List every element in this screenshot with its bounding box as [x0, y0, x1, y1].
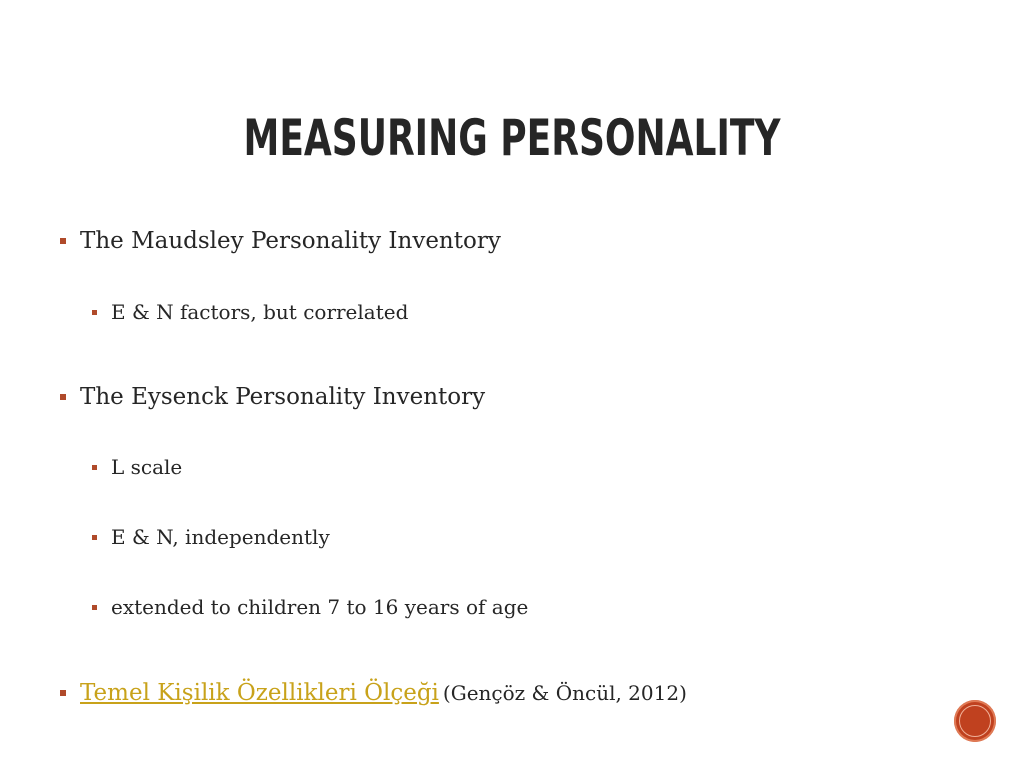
bullet-eysenck — [60, 384, 485, 410]
bullet-text: The Maudsley Personality Inventory — [80, 228, 501, 254]
bullet-text: extended to children 7 to 16 years of age — [111, 595, 529, 619]
bullet-marker — [92, 535, 97, 540]
subbullet-factors — [92, 300, 408, 324]
bullet-text: L scale — [111, 455, 183, 479]
bullet-temel — [60, 680, 687, 706]
bullet-text: E & N factors, but correlated — [111, 300, 409, 324]
subbullet-independently — [92, 525, 330, 549]
slide-title: MEASURING PERSONALITY — [243, 109, 781, 167]
citation-text: (Gençöz & Öncül, 2012) — [442, 681, 687, 705]
bullet-text: The Eysenck Personality Inventory — [80, 384, 486, 410]
slide-badge-circle — [954, 700, 996, 742]
bullet-text: E & N, independently — [111, 525, 330, 549]
bullet-marker — [92, 465, 97, 470]
temel-scale-link[interactable]: Temel Kişilik Özellikleri Ölçeği — [80, 680, 439, 706]
bullet-marker — [60, 394, 66, 400]
bullet-marker — [92, 310, 97, 315]
subbullet-children — [92, 595, 528, 619]
subbullet-l-scale — [92, 455, 182, 479]
badge-inner-ring — [959, 705, 991, 737]
bullet-marker — [92, 605, 97, 610]
bullet-maudsley — [60, 228, 501, 254]
bullet-marker — [60, 690, 66, 696]
bullet-marker — [60, 238, 66, 244]
